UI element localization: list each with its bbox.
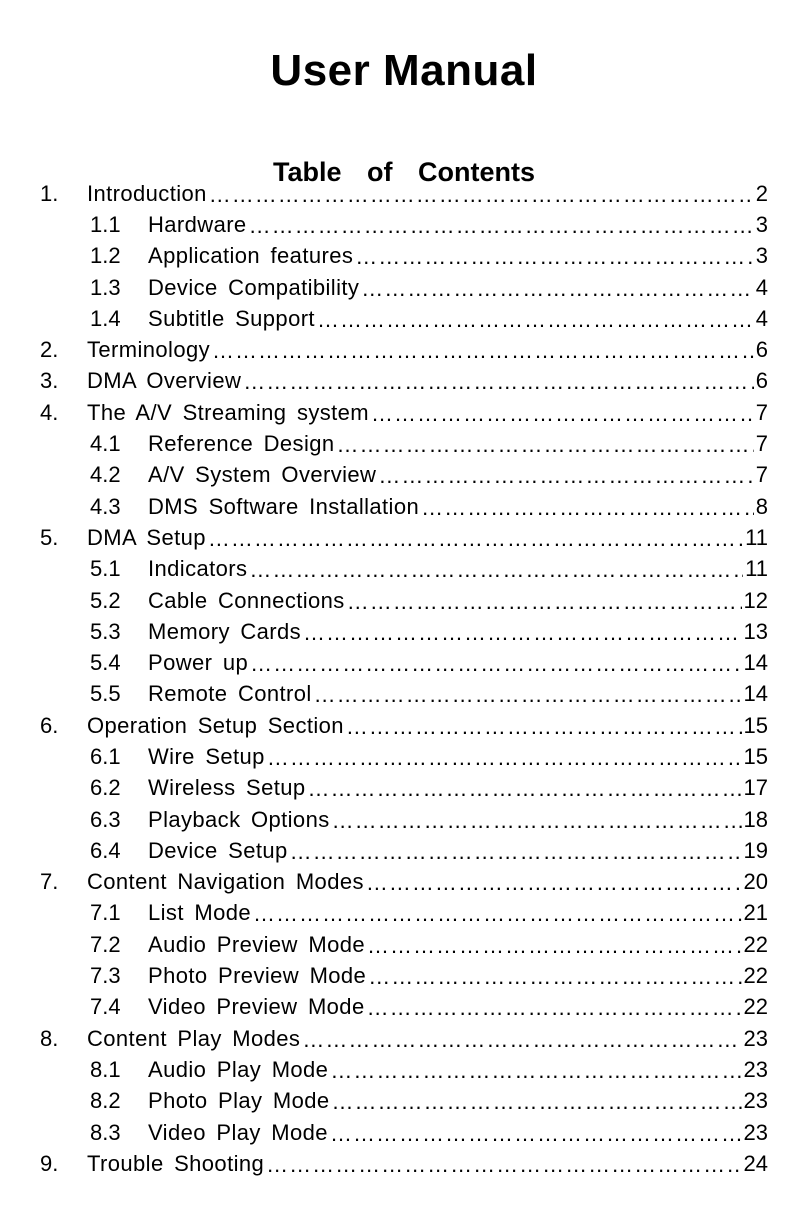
toc-entry-page-number: 22 [743, 931, 768, 957]
toc-entry-number: 7.3 [90, 963, 121, 989]
toc-dot-leader [361, 276, 753, 302]
toc-entry-label: Device Setup [148, 837, 288, 863]
toc-subsection-entry[interactable] [40, 960, 768, 991]
toc-entry-number: 4.3 [90, 493, 121, 519]
toc-entry-label: Operation Setup Section [87, 712, 344, 738]
toc-entry-number: 5.3 [90, 618, 121, 644]
toc-entry-label: Indicators [148, 556, 248, 582]
toc-dot-leader [330, 1121, 742, 1147]
toc-subsection-entry[interactable] [40, 1086, 768, 1117]
toc-entry-label: Photo Play Mode [148, 1088, 330, 1114]
toc-entry-label: Device Compatibility [148, 274, 360, 300]
toc-entry-number: 5.4 [90, 650, 121, 676]
toc-dot-leader [337, 432, 754, 458]
toc-entry-number: 5.2 [90, 587, 121, 613]
toc-dot-leader [330, 1058, 741, 1084]
toc-subsection-entry[interactable] [40, 679, 768, 710]
toc-entry-page-number: 15 [743, 712, 768, 738]
toc-entry-label: A/V System Overview [148, 462, 377, 488]
toc-entry-page-number: 21 [743, 900, 768, 926]
toc-entry-number: 6.1 [90, 743, 121, 769]
toc-entry-label: Cable Connections [148, 587, 345, 613]
toc-heading: Table of Contents [273, 157, 535, 188]
toc-entry-page-number: 17 [743, 775, 768, 801]
toc-dot-leader [209, 182, 754, 208]
toc-entry-label: DMA Overview [87, 368, 242, 394]
toc-entry-label: Video Preview Mode [148, 994, 365, 1020]
toc-dot-leader [303, 620, 741, 646]
toc-dot-leader [371, 401, 754, 427]
toc-subsection-entry[interactable] [40, 898, 768, 929]
toc-entry-page-number: 14 [743, 681, 768, 707]
toc-entry-page-number: 15 [743, 743, 768, 769]
toc-entry-page-number: 23 [743, 1025, 768, 1051]
toc-entry-number: 6. [40, 712, 59, 738]
toc-dot-leader [249, 213, 754, 239]
toc-entry-label: Introduction [87, 180, 207, 206]
toc-subsection-entry[interactable] [40, 804, 768, 835]
toc-entry-page-number: 4 [755, 305, 768, 331]
toc-section-entry[interactable] [40, 366, 768, 397]
toc-subsection-entry[interactable] [40, 1054, 768, 1085]
toc-entry-label: The A/V Streaming system [87, 399, 370, 425]
toc-subsection-entry[interactable] [40, 209, 768, 240]
toc-entry-number: 5. [40, 524, 59, 550]
toc-subsection-entry[interactable] [40, 272, 768, 303]
toc-section-entry[interactable] [40, 334, 768, 365]
toc-entry-page-number: 22 [743, 963, 768, 989]
toc-entry-label: Wire Setup [148, 743, 265, 769]
toc-section-entry[interactable] [40, 397, 768, 428]
toc-dot-leader [249, 557, 743, 583]
toc-entry-number: 1.2 [90, 243, 121, 269]
toc-section-entry[interactable] [40, 1023, 768, 1054]
toc-entry-number: 4.1 [90, 431, 121, 457]
toc-entry-number: 6.2 [90, 775, 121, 801]
toc-entry-page-number: 23 [743, 1088, 768, 1114]
toc-entry-label: Hardware [148, 211, 247, 237]
toc-entry-number: 1. [40, 180, 59, 206]
toc-entry-label: Terminology [87, 337, 211, 363]
toc-entry-label: Remote Control [148, 681, 312, 707]
toc-section-entry[interactable] [40, 1148, 768, 1179]
toc-entry-page-number: 12 [743, 587, 768, 613]
toc-subsection-entry[interactable] [40, 616, 768, 647]
toc-entry-page-number: 11 [745, 524, 768, 550]
toc-entry-number: 6.4 [90, 837, 121, 863]
toc-entry-page-number: 23 [743, 1119, 768, 1145]
toc-section-entry[interactable] [40, 522, 768, 553]
toc-entry-page-number: 14 [743, 650, 768, 676]
toc-entry-number: 4. [40, 399, 59, 425]
toc-entry-number: 8.2 [90, 1088, 121, 1114]
toc-dot-leader [378, 463, 753, 489]
toc-entry-page-number: 22 [743, 994, 768, 1020]
toc-entry-number: 7.2 [90, 931, 121, 957]
document-title: User Manual [270, 46, 538, 96]
toc-dot-leader [266, 1152, 741, 1178]
toc-subsection-entry[interactable] [40, 491, 768, 522]
toc-dot-leader [367, 995, 742, 1021]
toc-dot-leader [421, 495, 754, 521]
toc-subsection-entry[interactable] [40, 647, 768, 678]
toc-entry-page-number: 7 [755, 462, 768, 488]
toc-dot-leader [290, 839, 742, 865]
toc-subsection-entry[interactable] [40, 585, 768, 616]
toc-entry-page-number: 20 [743, 869, 768, 895]
toc-entry-number: 9. [40, 1150, 59, 1176]
toc-entry-label: DMA Setup [87, 524, 206, 550]
toc-entry-number: 7.1 [90, 900, 121, 926]
toc-entry-page-number: 13 [743, 618, 768, 644]
toc-dot-leader [317, 307, 754, 333]
toc-dot-leader [346, 714, 742, 740]
toc-subsection-entry[interactable] [40, 1117, 768, 1148]
toc-dot-leader [368, 964, 741, 990]
toc-entry-page-number: 3 [755, 243, 768, 269]
toc-entry-page-number: 6 [755, 368, 768, 394]
toc-entry-number: 7.4 [90, 994, 121, 1020]
toc-dot-leader [267, 745, 742, 771]
toc-dot-leader [308, 776, 742, 802]
toc-entry-label: List Mode [148, 900, 251, 926]
toc-dot-leader [253, 901, 742, 927]
toc-entry-label: Memory Cards [148, 618, 302, 644]
toc-dot-leader [367, 933, 742, 959]
toc-entry-number: 4.2 [90, 462, 121, 488]
toc-entry-label: Wireless Setup [148, 775, 306, 801]
toc-entry-number: 1.1 [90, 211, 121, 237]
toc-entry-page-number: 18 [743, 806, 768, 832]
toc-entry-number: 8. [40, 1025, 59, 1051]
toc-entry-label: DMS Software Installation [148, 493, 420, 519]
toc-entry-page-number: 6 [755, 337, 768, 363]
toc-entry-page-number: 24 [743, 1150, 768, 1176]
toc-entry-number: 5.5 [90, 681, 121, 707]
toc-subsection-entry[interactable] [40, 773, 768, 804]
toc-entry-label: Photo Preview Mode [148, 963, 367, 989]
toc-entry-number: 3. [40, 368, 59, 394]
toc-subsection-entry[interactable] [40, 460, 768, 491]
toc-entry-number: 1.3 [90, 274, 121, 300]
toc-dot-leader [332, 808, 742, 834]
toc-entry-label: Reference Design [148, 431, 335, 457]
toc-entry-label: Playback Options [148, 806, 330, 832]
toc-dot-leader [347, 589, 742, 615]
toc-section-entry[interactable] [40, 178, 768, 209]
toc-dot-leader [355, 244, 754, 270]
toc-dot-leader [212, 338, 754, 364]
toc-section-entry[interactable] [40, 710, 768, 741]
toc-entry-label: Audio Preview Mode [148, 931, 365, 957]
toc-entry-number: 6.3 [90, 806, 121, 832]
toc-entry-page-number: 7 [755, 431, 768, 457]
toc-entry-number: 8.3 [90, 1119, 121, 1145]
toc-subsection-entry[interactable] [40, 741, 768, 772]
toc-subsection-entry[interactable] [40, 835, 768, 866]
table-of-contents [40, 178, 768, 1180]
toc-entry-page-number: 19 [743, 837, 768, 863]
toc-dot-leader [243, 369, 753, 395]
toc-entry-page-number: 8 [755, 493, 768, 519]
toc-entry-label: Video Play Mode [148, 1119, 328, 1145]
toc-dot-leader [208, 526, 743, 552]
toc-entry-number: 5.1 [90, 556, 121, 582]
toc-dot-leader [314, 682, 742, 708]
toc-entry-number: 8.1 [90, 1056, 121, 1082]
toc-dot-leader [332, 1089, 742, 1115]
toc-entry-label: Content Play Modes [87, 1025, 301, 1051]
toc-entry-page-number: 11 [745, 556, 768, 582]
toc-entry-page-number: 3 [755, 211, 768, 237]
toc-entry-page-number: 2 [755, 180, 768, 206]
toc-entry-label: Power up [148, 650, 249, 676]
toc-entry-label: Subtitle Support [148, 305, 315, 331]
toc-subsection-entry[interactable] [40, 303, 768, 334]
toc-entry-number: 2. [40, 337, 59, 363]
toc-entry-number: 1.4 [90, 305, 121, 331]
toc-dot-leader [250, 651, 741, 677]
toc-subsection-entry[interactable] [40, 428, 768, 459]
toc-dot-leader [366, 870, 742, 896]
toc-subsection-entry[interactable] [40, 929, 768, 960]
toc-entry-number: 7. [40, 869, 59, 895]
toc-entry-page-number: 23 [743, 1056, 768, 1082]
toc-entry-label: Audio Play Mode [148, 1056, 329, 1082]
toc-entry-label: Application features [148, 243, 354, 269]
toc-entry-page-number: 4 [755, 274, 768, 300]
toc-subsection-entry[interactable] [40, 992, 768, 1023]
toc-subsection-entry[interactable] [40, 554, 768, 585]
toc-entry-label: Content Navigation Modes [87, 869, 364, 895]
toc-entry-page-number: 7 [755, 399, 768, 425]
toc-entry-label: Trouble Shooting [87, 1150, 265, 1176]
toc-section-entry[interactable] [40, 867, 768, 898]
toc-dot-leader [302, 1027, 741, 1053]
toc-subsection-entry[interactable] [40, 241, 768, 272]
